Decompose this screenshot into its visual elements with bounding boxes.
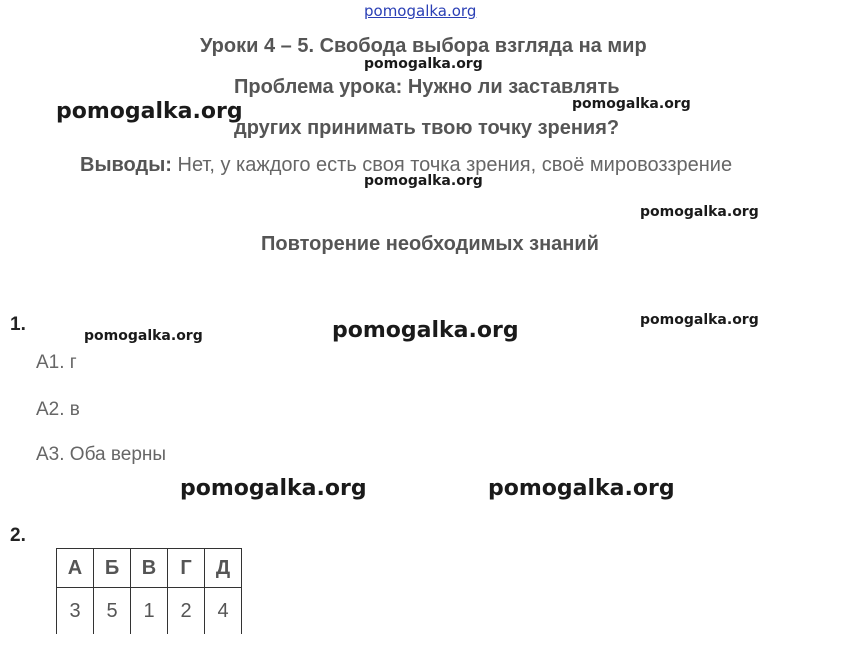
- table-cell: 2: [168, 588, 205, 635]
- conclusion: [80, 154, 732, 177]
- table-cell: 3: [57, 588, 94, 635]
- watermark: pomogalka.org: [640, 204, 759, 220]
- watermark: pomogalka.org: [364, 173, 483, 189]
- table-header-cell: В: [131, 549, 168, 588]
- table-header-cell: А: [57, 549, 94, 588]
- table-header-cell: Б: [94, 549, 131, 588]
- watermark: pomogalka.org: [84, 328, 203, 344]
- watermark: pomogalka.org: [488, 476, 675, 501]
- watermark: pomogalka.org: [56, 99, 243, 124]
- table-cell: 1: [131, 588, 168, 635]
- conclusion-label: Выводы:: [80, 154, 172, 176]
- watermark: pomogalka.org: [364, 56, 483, 72]
- lesson-problem-line2: других принимать твою точку зрения?: [234, 117, 620, 139]
- page-title: Уроки 4 – 5. Свобода выбора взгляда на мир: [200, 35, 647, 57]
- matching-table: [56, 548, 242, 634]
- conclusion-text: Нет, у каждого есть своя точка зрения, своё мировоззрение: [177, 154, 733, 176]
- table-cell: 4: [205, 588, 242, 635]
- table-header-cell: Д: [205, 549, 242, 588]
- table-header-cell: Г: [168, 549, 205, 588]
- table-row: [57, 588, 242, 635]
- answer-item: А3. Оба верны: [36, 444, 167, 465]
- task-number: 1.: [10, 314, 26, 335]
- section-title: Повторение необходимых знаний: [261, 233, 599, 255]
- table-header-row: [57, 549, 242, 588]
- answer-item: А1. г: [36, 352, 77, 373]
- answer-item: А2. в: [36, 399, 80, 420]
- watermark: pomogalka.org: [572, 96, 691, 112]
- watermark: pomogalka.org: [180, 476, 367, 501]
- table-cell: 5: [94, 588, 131, 635]
- task-number: 2.: [10, 525, 26, 546]
- watermark: pomogalka.org: [332, 318, 519, 343]
- watermark-top: pomogalka.org: [364, 2, 477, 20]
- watermark: pomogalka.org: [640, 312, 759, 328]
- lesson-problem-line1: Проблема урока: Нужно ли заставлять: [234, 76, 620, 98]
